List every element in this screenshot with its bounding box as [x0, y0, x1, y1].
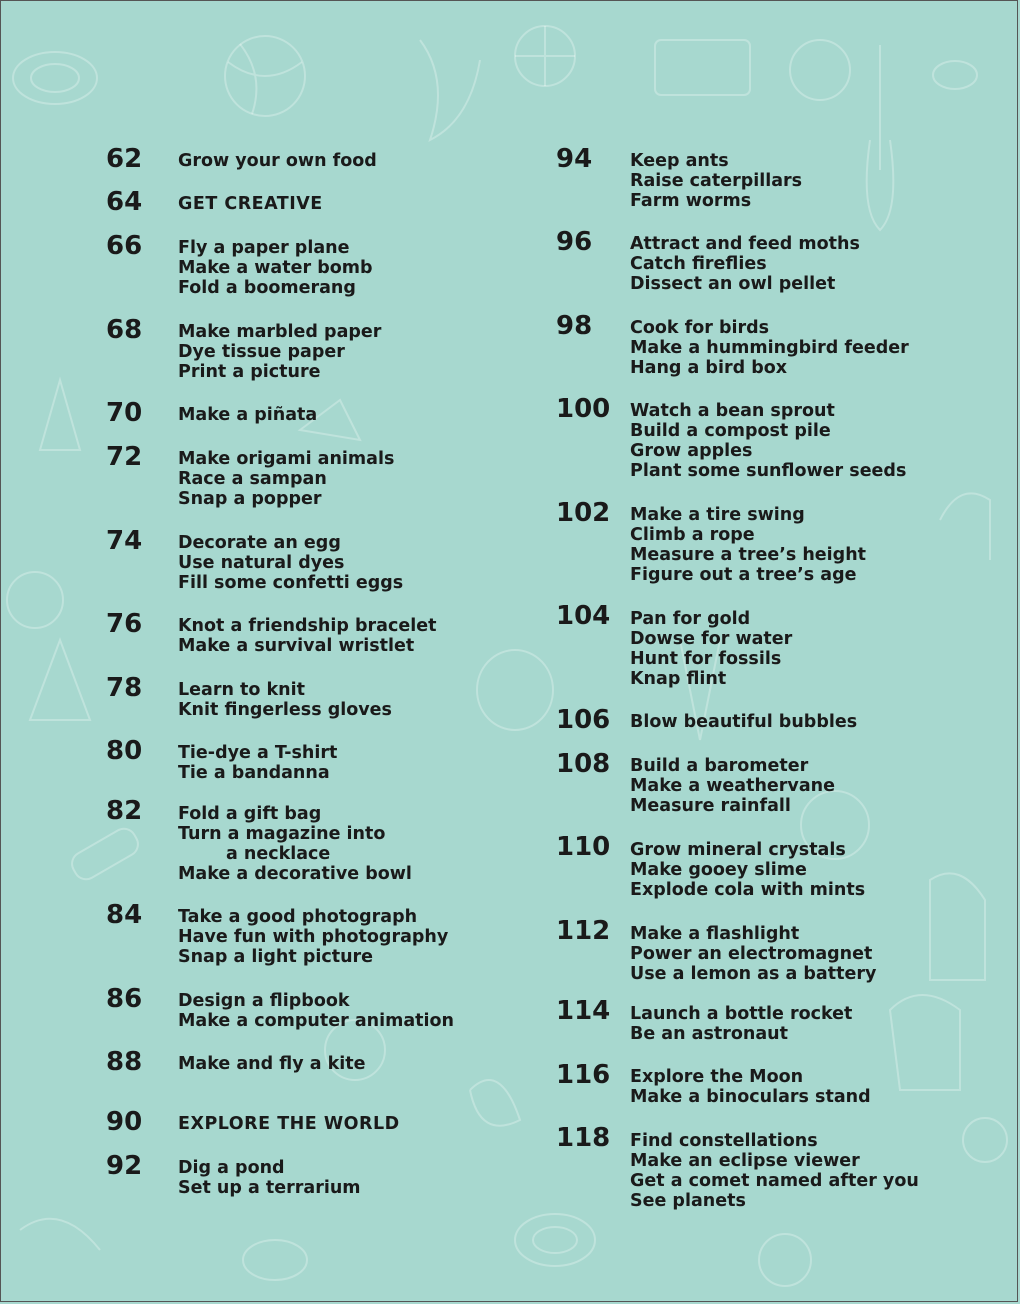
sketch-guitar [867, 45, 894, 230]
page-number: 88 [106, 1047, 143, 1077]
toc-item: Plant some sunflower seeds [630, 461, 907, 481]
toc-item: Dowse for water [630, 629, 793, 649]
toc-item: Make a tire swing [630, 505, 805, 525]
page-number: 74 [106, 526, 143, 556]
page-number: 98 [556, 311, 593, 341]
toc-item: Fold a gift bag [178, 804, 322, 824]
toc-item: Climb a rope [630, 525, 755, 545]
toc-item: Make gooey slime [630, 860, 807, 880]
toc-item: Make origami animals [178, 449, 395, 469]
sketch-disc [13, 52, 97, 104]
sketch-rope [515, 1214, 595, 1266]
toc-item: Hang a bird box [630, 358, 788, 378]
toc-item: Grow mineral crystals [630, 840, 846, 860]
toc-item: Snap a light picture [178, 947, 374, 967]
page-number: 94 [556, 144, 593, 174]
page-number: 78 [106, 673, 143, 703]
toc-item: Launch a bottle rocket [630, 1004, 853, 1024]
page-number: 82 [106, 796, 143, 826]
toc-item: Power an electromagnet [630, 944, 873, 964]
toc-item: Get a comet named after you [630, 1171, 919, 1191]
sketch-cone [40, 380, 80, 450]
toc-item: Explode cola with mints [630, 880, 866, 900]
page-number: 70 [106, 398, 143, 428]
toc-item: Use natural dyes [178, 553, 345, 573]
page-number: 80 [106, 736, 143, 766]
toc-item: Watch a bean sprout [630, 401, 835, 421]
sketch-bee [933, 61, 977, 89]
page-number: 62 [106, 144, 143, 174]
page-number: 116 [556, 1060, 611, 1090]
toc-item: Fold a boomerang [178, 278, 356, 298]
toc-item: Make marbled paper [178, 322, 382, 342]
page-number: 86 [106, 984, 143, 1014]
toc-item: Fill some confetti eggs [178, 573, 404, 593]
toc-item: Have fun with photography [178, 927, 449, 947]
toc-item: Make a water bomb [178, 258, 373, 278]
page-number: 90 [106, 1107, 143, 1137]
sketch-flask [30, 640, 90, 720]
toc-item: Make a hummingbird feeder [630, 338, 909, 358]
page-number: 114 [556, 996, 611, 1026]
toc-item: Build a compost pile [630, 421, 831, 441]
page-number: 100 [556, 394, 611, 424]
toc-item: Dissect an owl pellet [630, 274, 836, 294]
section-heading: EXPLORE THE WORLD [178, 1114, 400, 1134]
page-number: 108 [556, 749, 611, 779]
page-number: 110 [556, 832, 611, 862]
toc-item: Farm worms [630, 191, 752, 211]
page-number: 92 [106, 1151, 143, 1181]
toc-item: Cook for birds [630, 318, 770, 338]
page-number: 76 [106, 609, 143, 639]
page-number: 68 [106, 315, 143, 345]
toc-item: Tie-dye a T-shirt [178, 743, 338, 763]
toc-item: Design a flipbook [178, 991, 350, 1011]
sketch-box [655, 40, 750, 95]
toc-item: Catch fireflies [630, 254, 767, 274]
toc-item: See planets [630, 1191, 746, 1211]
toc-item: Make an eclipse viewer [630, 1151, 860, 1171]
toc-item: Set up a terrarium [178, 1178, 361, 1198]
page-number: 84 [106, 900, 143, 930]
toc-item: Attract and feed moths [630, 234, 860, 254]
toc-item: Explore the Moon [630, 1067, 804, 1087]
toc-item: Knit fingerless gloves [178, 700, 392, 720]
toc-item: Be an astronaut [630, 1024, 788, 1044]
toc-item: Tie a bandanna [178, 763, 330, 783]
toc-item: Make a decorative bowl [178, 864, 412, 884]
page-number: 118 [556, 1123, 611, 1153]
toc-item: Use a lemon as a battery [630, 964, 877, 984]
toc-item: Make a binoculars stand [630, 1087, 871, 1107]
toc-item: Make a piñata [178, 405, 318, 425]
toc-item: Snap a popper [178, 489, 322, 509]
toc-item: Knot a friendship bracelet [178, 616, 437, 636]
toc-item: Hunt for fossils [630, 649, 782, 669]
page-number: 96 [556, 227, 593, 257]
sketch-skateboard [68, 824, 143, 883]
toc-item: Print a picture [178, 362, 321, 382]
toc-item: Knap flint [630, 669, 727, 689]
toc-item: Measure rainfall [630, 796, 791, 816]
toc-item: Measure a tree’s height [630, 545, 867, 565]
toc-item: Make a computer animation [178, 1011, 454, 1031]
toc-item: Make a survival wristlet [178, 636, 415, 656]
page-number: 104 [556, 601, 611, 631]
toc-item: Raise caterpillars [630, 171, 803, 191]
toc-item: Race a sampan [178, 469, 327, 489]
toc-item: Pan for gold [630, 609, 751, 629]
page-number: 72 [106, 442, 143, 472]
page-number: 102 [556, 498, 611, 528]
toc-item: Learn to knit [178, 680, 305, 700]
toc-item: Fly a paper plane [178, 238, 350, 258]
toc-item: Build a barometer [630, 756, 809, 776]
toc-item: Blow beautiful bubbles [630, 712, 858, 732]
toc-item: Dig a pond [178, 1158, 285, 1178]
toc-item: Figure out a tree’s age [630, 565, 857, 585]
page-number: 112 [556, 916, 611, 946]
toc-item: Dye tissue paper [178, 342, 345, 362]
toc-item: Make a flashlight [630, 924, 800, 944]
toc-item: Take a good photograph [178, 907, 418, 927]
page-number: 106 [556, 705, 611, 735]
toc-item: Find constellations [630, 1131, 818, 1151]
page-number: 66 [106, 231, 143, 261]
toc-item: Make a weathervane [630, 776, 835, 796]
toc-item: Keep ants [630, 151, 729, 171]
sketch-kettle [477, 650, 553, 730]
toc-item: Decorate an egg [178, 533, 341, 553]
section-heading: GET CREATIVE [178, 194, 323, 214]
toc-item: Make and fly a kite [178, 1054, 366, 1074]
sketch-ghost [930, 873, 985, 980]
sketch-hat [243, 1240, 307, 1280]
toc-item: Grow your own food [178, 151, 377, 171]
toc-item: a necklace [226, 844, 331, 864]
page-number: 64 [106, 187, 143, 217]
toc-item: Turn a magazine into [178, 824, 386, 844]
toc-item: Grow apples [630, 441, 753, 461]
